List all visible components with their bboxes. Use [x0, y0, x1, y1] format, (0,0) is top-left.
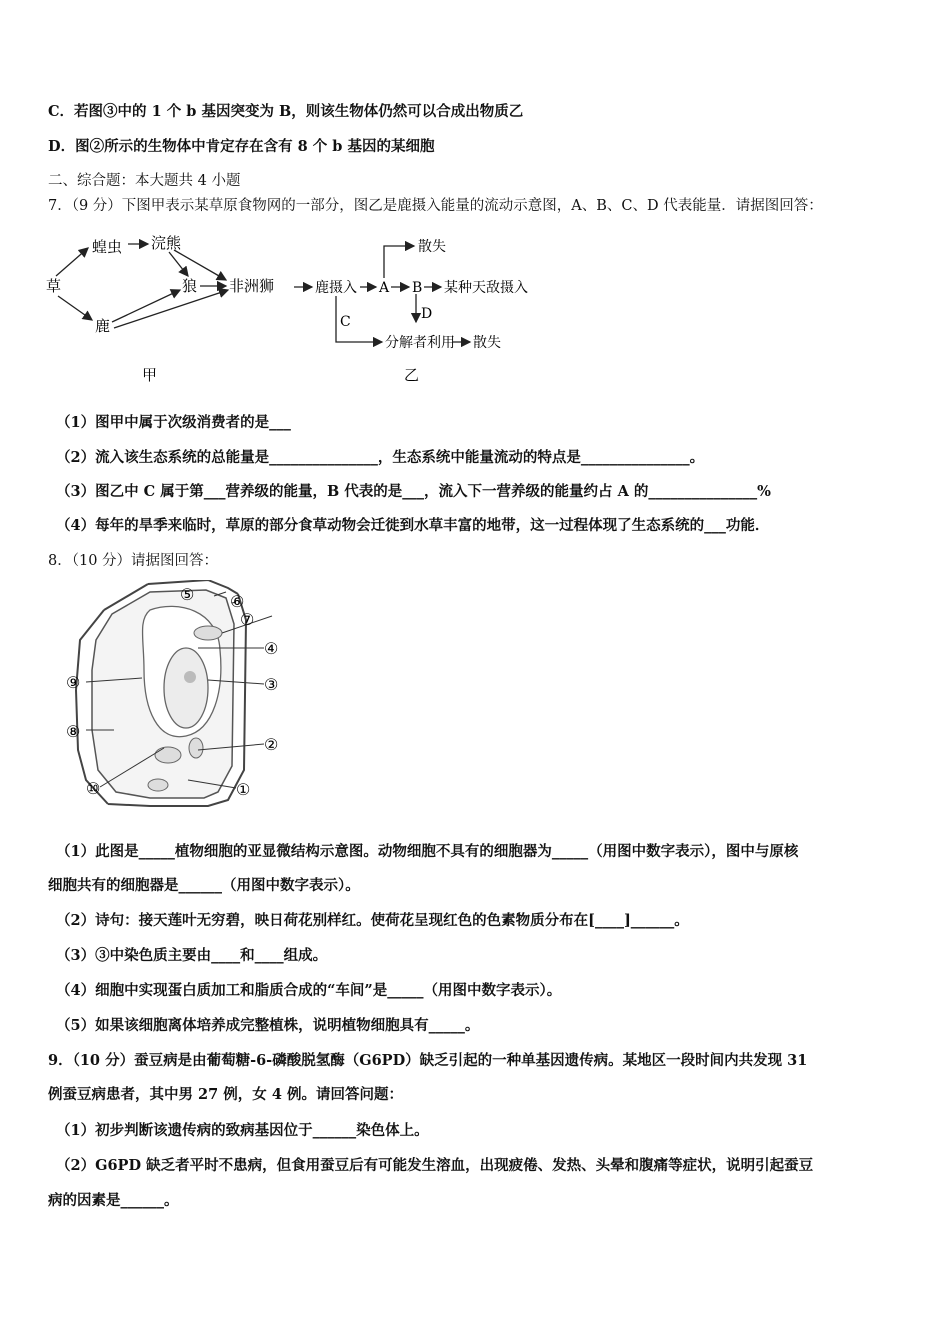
- q7-part2: （2）流入该生态系统的总能量是_______________，生态系统中能量流动的特点是_______________。: [56, 449, 705, 466]
- plant-cell-diagram: [58, 580, 298, 815]
- q7-part1: （1）图甲中属于次级消费者的是___: [56, 414, 291, 431]
- q8-part1b: 细胞共有的细胞器是______（用图中数字表示）。: [48, 877, 360, 894]
- node-a: A: [379, 280, 390, 296]
- q8-part3: （3）③中染色质主要由____和____组成。: [56, 947, 328, 964]
- cell-label-4: ④: [264, 639, 279, 658]
- q9-part1: （1）初步判断该遗传病的致病基因位于______染色体上。: [56, 1122, 429, 1139]
- label-c: C: [340, 314, 351, 330]
- node-raccoon: 浣熊: [151, 234, 182, 252]
- question-9a: 9．（10 分）蚕豆病是由葡萄糖-6-磷酸脱氢酶（G6PD）缺乏引起的一种单基因遗传病。某地区一段时间内共发现 31: [48, 1052, 808, 1069]
- node-deer: 鹿: [95, 317, 111, 335]
- food-web-diagram: [40, 228, 290, 388]
- node-wolf: 狼: [182, 277, 198, 295]
- node-deer-intake: 鹿摄入: [315, 280, 357, 296]
- cell-label-9: ⑨: [66, 673, 81, 692]
- q9-part2a: （2）G6PD 缺乏者平时不患病，但食用蚕豆后有可能发生溶血，出现疲倦、发热、头晕和腹痛等症状，说明引起蚕豆: [56, 1157, 814, 1174]
- cell-label-6: ⑥: [230, 592, 245, 611]
- node-decomposer: 分解者利用: [385, 335, 455, 351]
- figure-label-yi: 乙: [404, 366, 420, 384]
- cell-label-10: ⑩: [86, 779, 101, 798]
- cell-label-2: ②: [264, 735, 279, 754]
- label-d: D: [421, 306, 433, 322]
- option-d: D．图②所示的生物体中肯定存在含有 8 个 b 基因的某细胞: [48, 138, 435, 155]
- node-lost-1: 散失: [418, 239, 446, 255]
- question-9b: 例蚕豆病患者，其中男 27 例，女 4 例。请回答问题：: [48, 1086, 403, 1103]
- figure-label-jia: 甲: [142, 366, 158, 384]
- q9-part2b: 病的因素是______。: [48, 1192, 179, 1209]
- energy-flow-diagram: [290, 228, 550, 388]
- cell-label-8: ⑧: [66, 722, 81, 741]
- section-heading: 二、综合题：本大题共 4 小题: [48, 173, 241, 189]
- q8-part4: （4）细胞中实现蛋白质加工和脂质合成的“车间”是_____（用图中数字表示）。: [56, 982, 562, 999]
- node-lost-2: 散失: [473, 335, 501, 351]
- node-locust: 蝗虫: [92, 238, 123, 256]
- cell-label-7: ⑦: [240, 610, 255, 629]
- q8-part1a: （1）此图是_____植物细胞的亚显微结构示意图。动物细胞不具有的细胞器为_____（用图中数字表示），图中与原核: [56, 843, 799, 860]
- cell-label-3: ③: [264, 675, 279, 694]
- question-7: 7．（9 分）下图甲表示某草原食物网的一部分，图乙是鹿摄入能量的流动示意图，A、B、C、D 代表能量．请据图回答：: [48, 198, 823, 214]
- option-c: C．若图③中的 1 个 b 基因突变为 B，则该生物体仍然可以合成出物质乙: [48, 103, 524, 120]
- q7-part3: （3）图乙中 C 属于第___营养级的能量，B 代表的是___，流入下一营养级的能量约占 A 的_______________%: [56, 483, 771, 500]
- q8-part2: （2）诗句：接天莲叶无穷碧，映日荷花别样红。使荷花呈现红色的色素物质分布在[____]______。: [56, 912, 689, 929]
- question-8: 8．（10 分）请据图回答：: [48, 553, 219, 569]
- cell-label-1: ①: [236, 780, 251, 799]
- cell-label-5: ⑤: [180, 585, 195, 604]
- node-lion: 非洲狮: [229, 277, 275, 295]
- node-enemy: 某种天敌摄入: [444, 280, 528, 296]
- q7-part4: （4）每年的旱季来临时，草原的部分食草动物会迁徙到水草丰富的地带，这一过程体现了生态系统的___功能．: [56, 517, 770, 534]
- node-b: B: [412, 280, 423, 296]
- node-grass: 草: [46, 277, 62, 295]
- q8-part5: （5）如果该细胞离体培养成完整植株，说明植物细胞具有_____。: [56, 1017, 480, 1034]
